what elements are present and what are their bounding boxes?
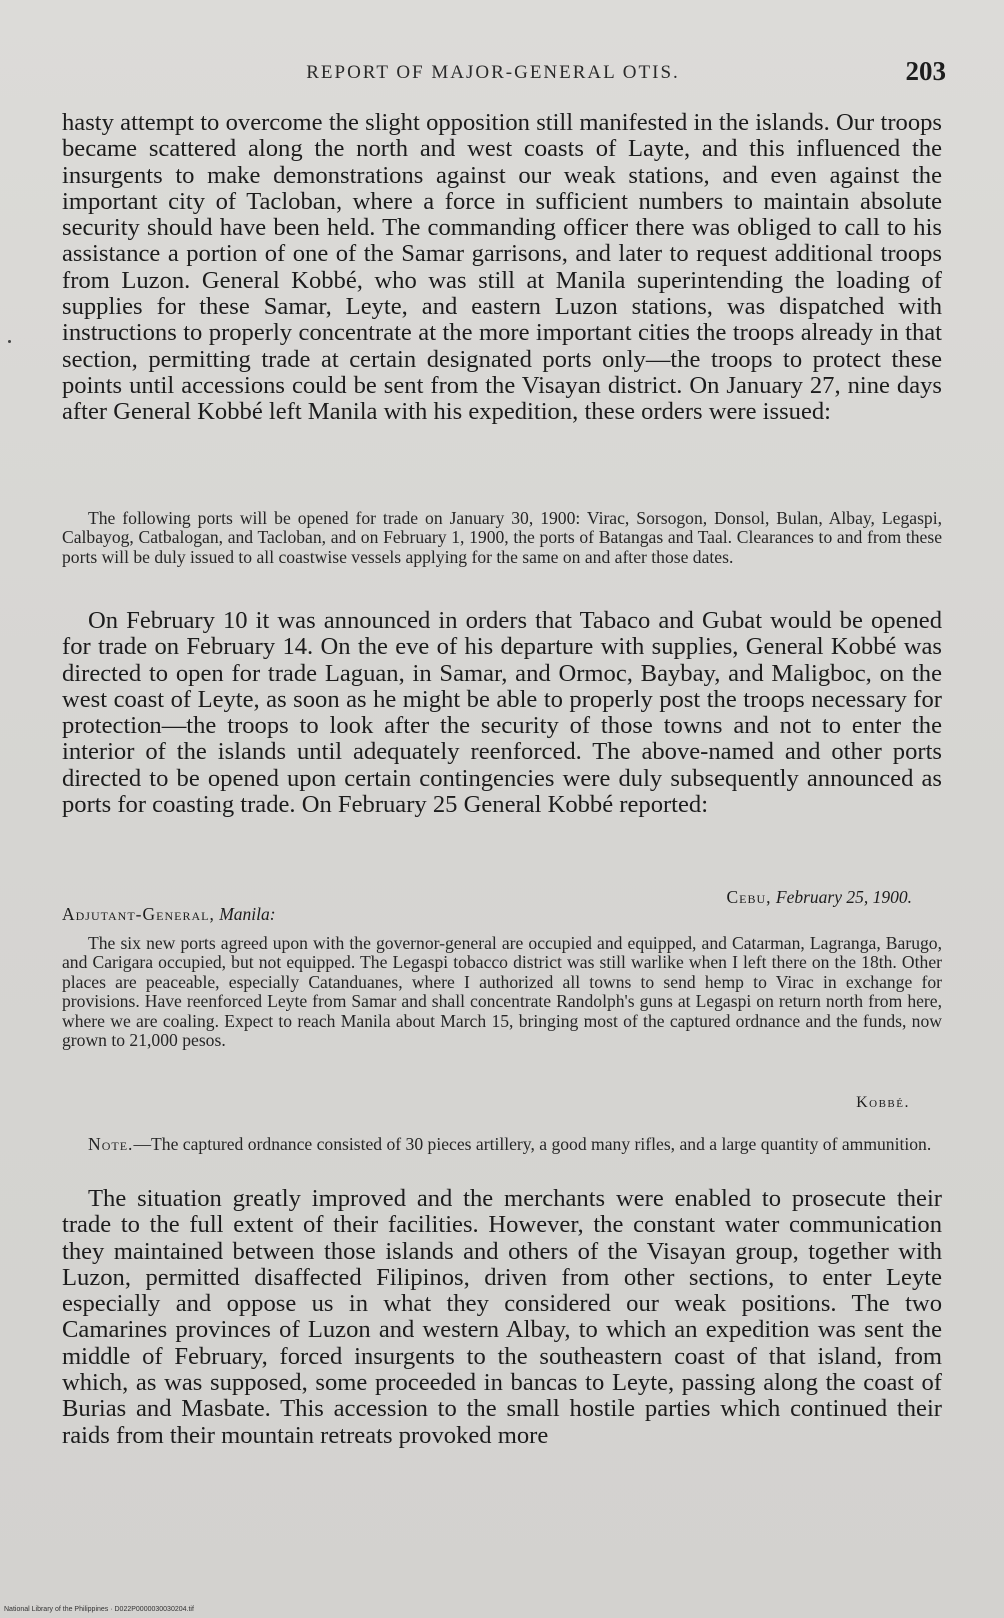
paragraph-3: The situation greatly improved and the merchants were enabled to prosecute their trade to the full extent of their facilities. However, the constant water communication they maintained between those islands and others of the Visayan group, together with Luzon, permitted disaffected Filipinos, driven from other sections, to enter Leyte especially and oppose us in what they considered our weak positions. The two Camarines provinces of Luzon and western Albay, to which an expedition was sent the middle of February, forced insurgents to the southeastern coast of that island, from which, as was supposed, some proceeded in bancas to Leyte, passing along the coast of Burias and Masbate. This accession to the small hostile parties which continued their raids from their mountain retreats provoked more <box>62 1185 942 1449</box>
telegram-body: The six new ports agreed upon with the governor-general are occupied and equipped, and Catarman, Lagranga, Barugo, and Carigara occupied, but not equipped. The Legaspi tobacco district was still warlike when I left there on the 18th. Other places are peaceable, especially Catanduanes, where I authorized all towns to send hemp to Virac in exchange for provisions. Have reenforced Leyte from Samar and shall concentrate Randolph's guns at Legaspi on return north from here, where we are coaling. Expect to reach Manila about March 15, bringing most of the captured ordnance and the funds, now grown to 21,000 pesos. <box>62 933 942 1051</box>
note-paragraph <box>62 1135 942 1154</box>
telegram-dateline <box>726 887 912 908</box>
addressee-place: Manila: <box>219 904 276 924</box>
paragraph-1: hasty attempt to overcome the slight opposition still manifested in the islands. Our troops became scattered along the north and west coasts of Layte, and this influenced the insurgents to make demonstrations against our weak stations, and even against the important city of Tacloban, where a force in sufficient numbers to maintain absolute security should have been held. The commanding officer there was obliged to call to his assistance a portion of one of the Samar garrisons, and later to request additional troops from Luzon. General Kobbé, who was still at Manila superintending the loading of supplies for these Samar, Leyte, and eastern Luzon stations, was dispatched with instructions to properly concentrate at the more important cities the troops already in that section, permitting trade at certain designated ports only—the troops to protect these points until accessions could be sent from the Visayan district. On January 27, nine days after General Kobbé left Manila with his expedition, these orders were issued: <box>62 109 942 426</box>
quoted-order: The following ports will be opened for trade on January 30, 1900: Virac, Sorsogon, Donsol, Bulan, Albay, Legaspi, Calbayog, Catbalogan, and Tacloban, and on February 1, 1900, the ports of Batangas and Taal. Clearances to and from these ports will be duly issued to all coastwise vessels applying for the same on and after those dates. <box>62 508 942 567</box>
dateline-date: February 25, 1900. <box>775 887 912 907</box>
telegram-addressee <box>62 904 276 925</box>
running-head: REPORT OF MAJOR-GENERAL OTIS. <box>306 62 680 83</box>
addressee-role: Adjutant-General, <box>62 904 215 924</box>
note-text: —The captured ordnance consisted of 30 pieces artillery, a good many rifles, and a large quantity of ammunition. <box>133 1134 932 1154</box>
scan-credit: National Library of the Philippines · D022P0000030030204.tif <box>4 1606 194 1613</box>
page-header <box>40 56 946 86</box>
telegram-signature: Kobbé. <box>856 1094 910 1111</box>
paragraph-2: On February 10 it was announced in orders that Tabaco and Gubat would be opened for trade on February 14. On the eve of his departure with supplies, General Kobbé was directed to open for trade Laguan, in Samar, and Ormoc, Baybay, and Maligboc, on the west coast of Leyte, as soon as he might be able to properly post the troops necessary for protection—the troops to look after the security of those towns and not to enter the interior of the islands until adequately reenforced. The above-named and other ports directed to be opened upon certain contingencies were duly subsequently announced as ports for coasting trade. On February 25 General Kobbé reported: <box>62 607 942 819</box>
note-label: Note. <box>88 1134 134 1154</box>
scan-speck <box>8 340 11 343</box>
page-number: 203 <box>905 56 946 86</box>
dateline-city: Cebu, <box>726 887 772 907</box>
